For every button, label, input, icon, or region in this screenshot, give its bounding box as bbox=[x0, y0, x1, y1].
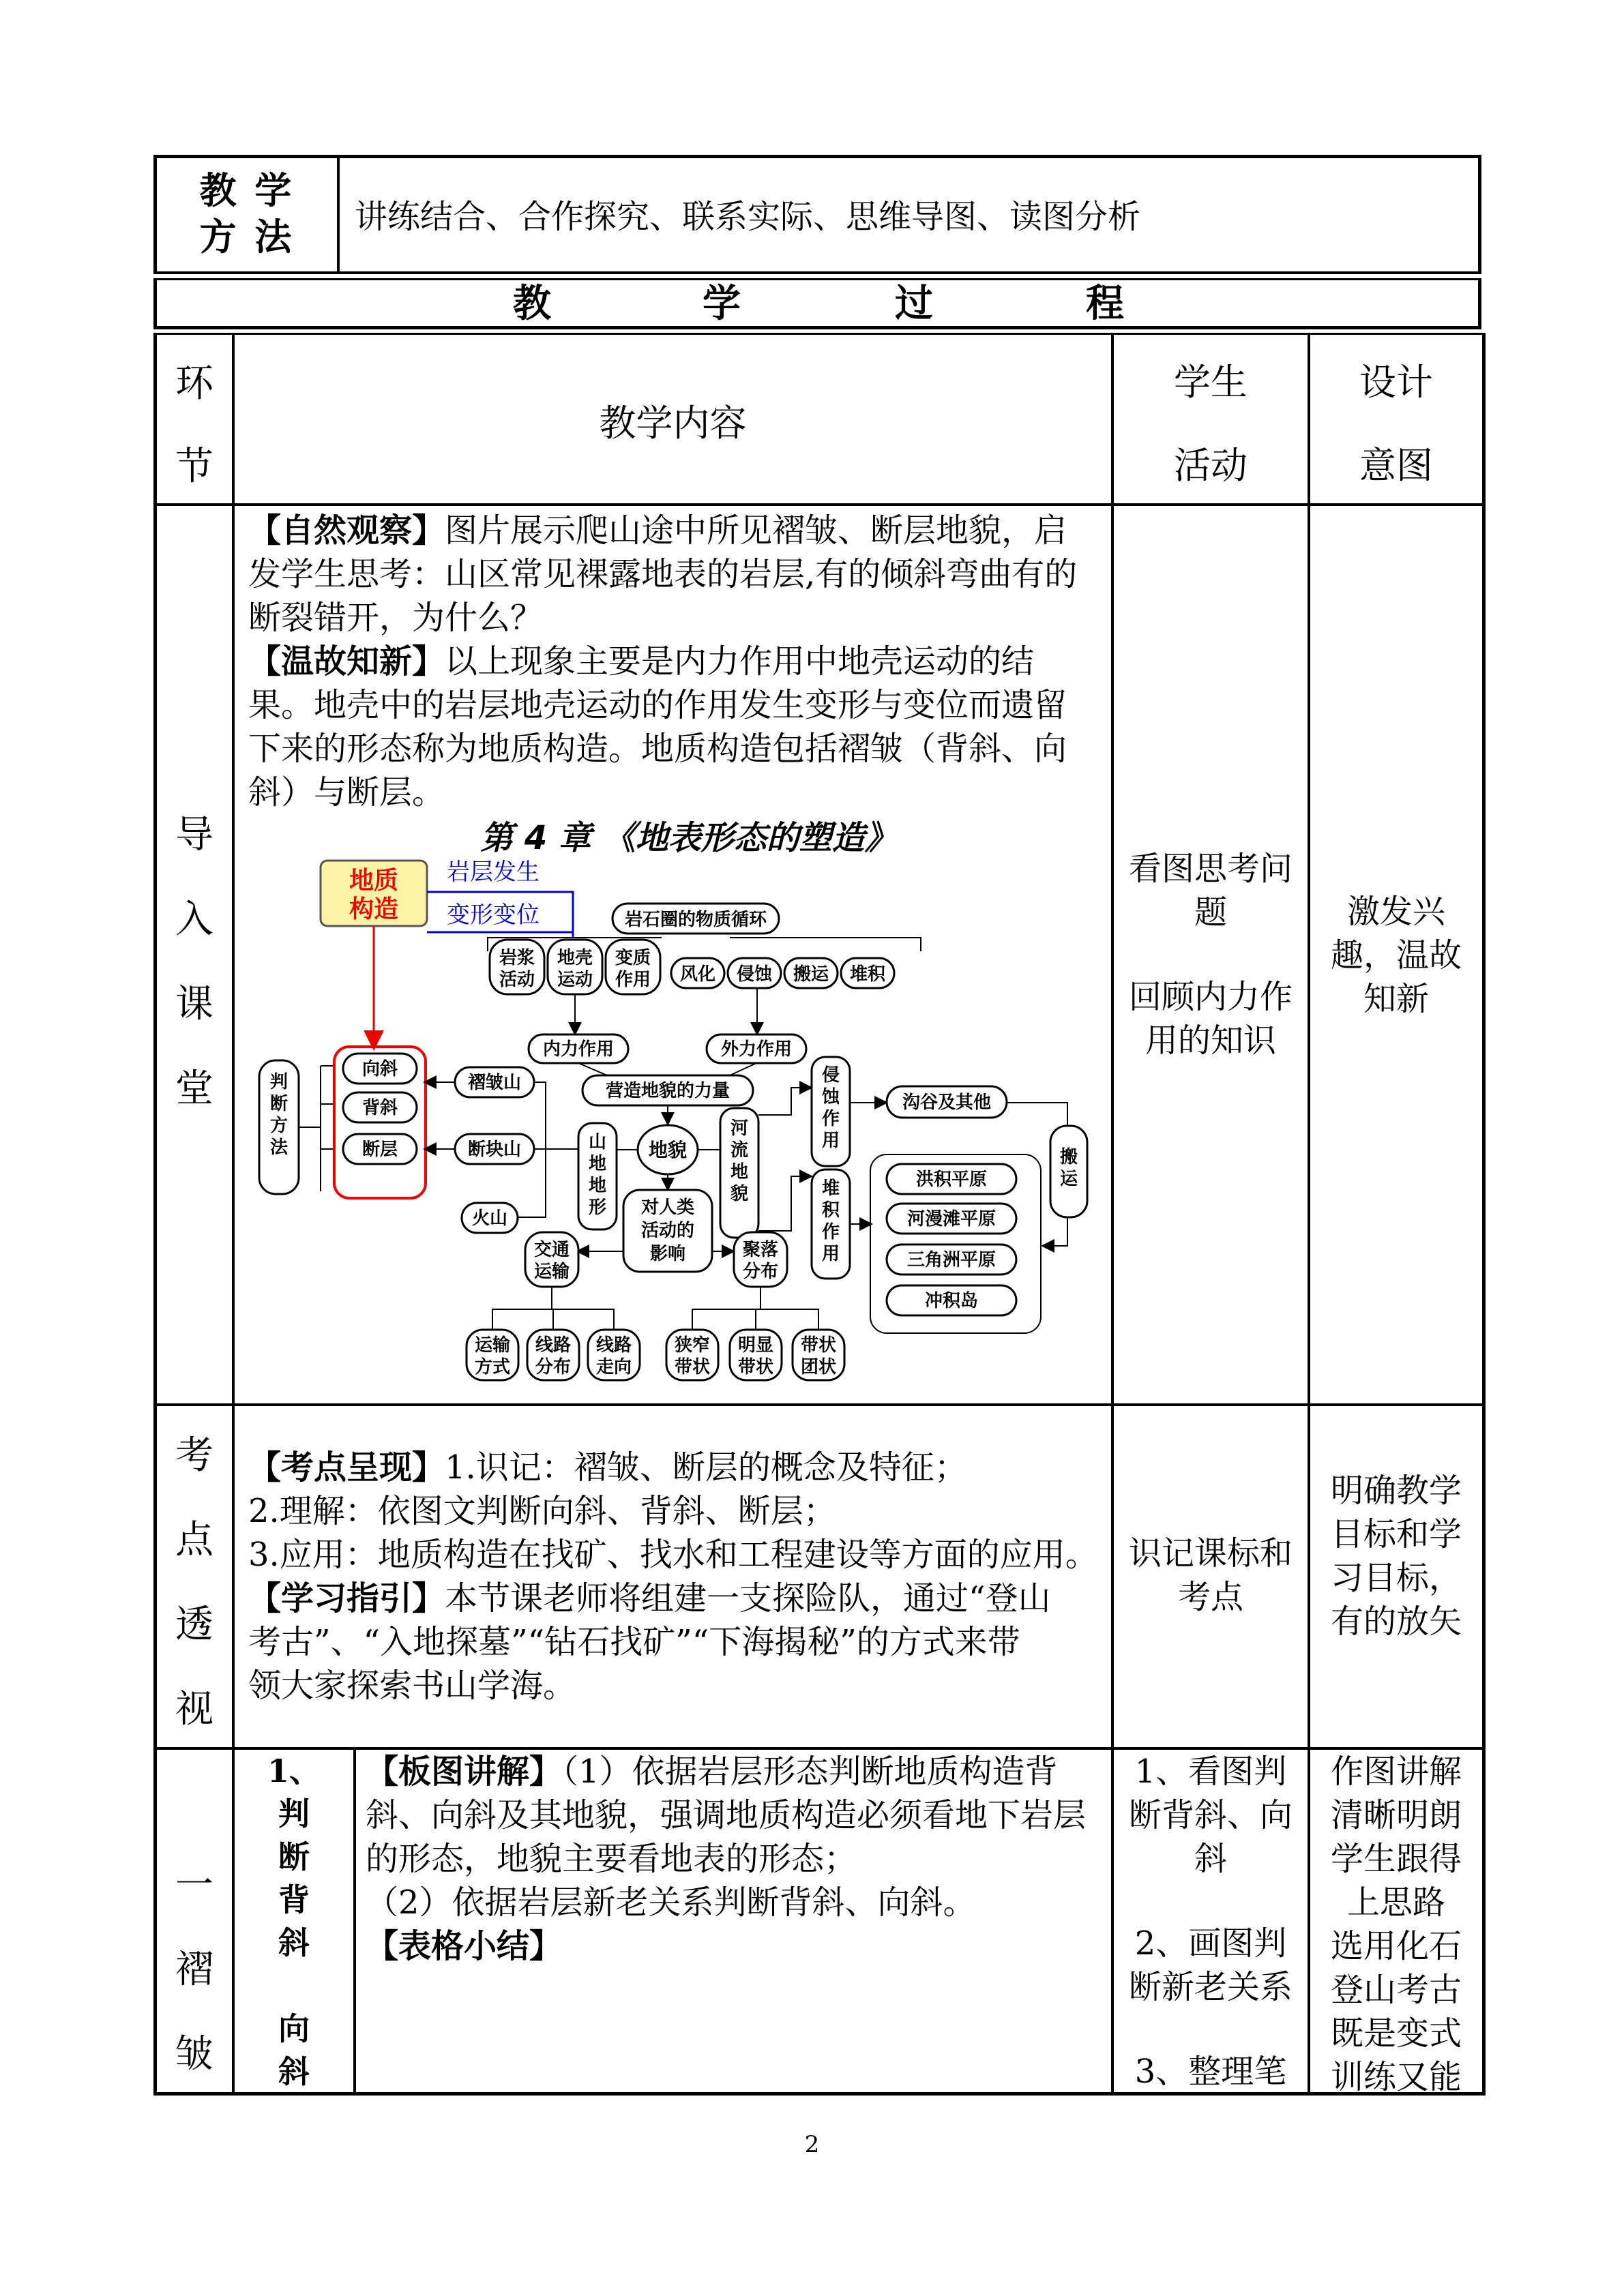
intro-p1-text-2: 发学生思考：山区常见裸露地表的岩层,有的倾斜弯曲有的 bbox=[248, 555, 1078, 593]
geo-structure-line1: 地质 bbox=[349, 867, 399, 895]
volcano-label: 火山 bbox=[471, 1208, 508, 1229]
fold-intent-7: 既是变式 bbox=[1330, 2014, 1462, 2053]
col-student-2: 活动 bbox=[1174, 444, 1247, 487]
intro-p2-text-4: 斜）与断层。 bbox=[248, 773, 445, 811]
crust-line2: 运动 bbox=[557, 970, 593, 990]
exam-student-1: 识记课标和 bbox=[1128, 1534, 1293, 1572]
intro-student-4: 用的知识 bbox=[1145, 1022, 1276, 1060]
exam-intent-1: 明确教学 bbox=[1330, 1472, 1462, 1510]
rock-cycle-label: 岩石圈的物质循环 bbox=[624, 910, 767, 930]
col-student-1: 学生 bbox=[1174, 361, 1247, 404]
intro-section-char-1: 导 bbox=[175, 813, 213, 857]
fold-p1-tag: 【板图讲解】 bbox=[366, 1753, 563, 1791]
alluvial-island-label: 冲积岛 bbox=[924, 1291, 979, 1311]
traffic-line1: 交通 bbox=[533, 1240, 570, 1260]
fold-student-3: 斜 bbox=[1194, 1840, 1227, 1878]
exam-section-char-3: 透 bbox=[175, 1602, 213, 1647]
method-label-line1: 教 学 bbox=[199, 168, 295, 212]
fold-section-char-3: 皱 bbox=[175, 2032, 213, 2076]
fold-intent-5: 选用化石 bbox=[1330, 1927, 1462, 1965]
intro-content bbox=[248, 509, 1108, 814]
magma-line2: 活动 bbox=[499, 970, 535, 990]
fold-subsection bbox=[235, 1750, 353, 2093]
mountain-landform-label: 山地地形 bbox=[588, 1132, 607, 1218]
magma-line1: 岩浆 bbox=[499, 948, 535, 968]
human-impact-line2: 活动的 bbox=[640, 1221, 695, 1241]
fold-sub-7: 向 bbox=[278, 2010, 310, 2047]
fold-student-1: 1、看图判 bbox=[1134, 1753, 1287, 1791]
leaf1-line1: 运输 bbox=[474, 1335, 511, 1356]
intro-p2-tag: 【温故知新】 bbox=[248, 642, 445, 681]
leaf3-line1: 线路 bbox=[595, 1335, 632, 1356]
metamorphism-line1: 变质 bbox=[615, 948, 651, 968]
exam-intent-2: 目标和学 bbox=[1330, 1515, 1462, 1553]
fold-sub-3: 断 bbox=[278, 1838, 310, 1875]
intro-intent-2: 趣，温故 bbox=[1330, 936, 1462, 974]
intro-student-3: 回顾内力作 bbox=[1128, 978, 1293, 1016]
fold-sub-5: 斜 bbox=[278, 1924, 310, 1961]
judge-method-label: 判断方法 bbox=[269, 1072, 289, 1158]
mindmap-diagram bbox=[252, 815, 1112, 1384]
fold-intent-8: 训练又能 bbox=[1330, 2058, 1462, 2096]
leaf6-line2: 团状 bbox=[800, 1357, 837, 1377]
fold-intent-1: 作图讲解 bbox=[1330, 1753, 1462, 1791]
human-impact-line1: 对人类 bbox=[640, 1197, 695, 1218]
floodplain-label: 河漫滩平原 bbox=[906, 1209, 996, 1229]
shaping-force-label: 营造地貌的力量 bbox=[605, 1081, 730, 1101]
fold-p1-text-3: 的形态，地貌主要看地表的形态； bbox=[366, 1840, 857, 1878]
traffic-line2: 运输 bbox=[533, 1262, 570, 1282]
fold-section-char-2: 褶 bbox=[175, 1948, 213, 1992]
fold-intent-4: 上思路 bbox=[1346, 1883, 1445, 1922]
intro-intent-3: 知新 bbox=[1363, 980, 1429, 1018]
fold-student-4: 2、画图判 bbox=[1134, 1924, 1287, 1963]
fold-p1-text-2: 斜、向斜及其地貌，强调地质构造必须看地下岩层 bbox=[366, 1796, 1087, 1834]
leaf6-line1: 带状 bbox=[800, 1335, 837, 1356]
exam-content bbox=[248, 1446, 1108, 1708]
exam-p1-tag: 【考点呈现】 bbox=[248, 1448, 445, 1487]
fold-p1-text-1: （1）依据岩层形态判断地质构造背 bbox=[562, 1753, 1058, 1791]
syncline-label: 向斜 bbox=[361, 1059, 398, 1079]
metamorphism-line2: 作用 bbox=[615, 970, 651, 990]
alluvial-plain-label: 洪积平原 bbox=[915, 1169, 988, 1190]
landform-label: 地貌 bbox=[648, 1139, 688, 1161]
exam-intent-3: 习目标， bbox=[1330, 1559, 1462, 1597]
page-number: 2 bbox=[804, 2131, 820, 2158]
col-section-1: 环 bbox=[175, 361, 213, 406]
transport-v-label: 搬运 bbox=[1059, 1147, 1078, 1189]
leaf1-line2: 方式 bbox=[474, 1357, 511, 1377]
fold-student-5: 断新老关系 bbox=[1128, 1968, 1293, 2006]
exam-p2: 2.理解：依图文判断向斜、背斜、断层； bbox=[248, 1492, 836, 1530]
internal-force-label: 内力作用 bbox=[542, 1039, 615, 1060]
exam-p4-text-1: 本节课老师将组建一支探险队，通过“登山 bbox=[445, 1579, 1051, 1617]
fault-label: 断层 bbox=[361, 1139, 398, 1160]
settlement-line2: 分布 bbox=[742, 1262, 779, 1282]
fold-p2: （2）依据岩层新老关系判断背斜、向斜。 bbox=[366, 1883, 976, 1922]
col-intent-2: 意图 bbox=[1359, 444, 1433, 487]
intro-section-char-3: 课 bbox=[175, 982, 213, 1026]
fold-section-char-1: 一 bbox=[175, 1863, 213, 1907]
fold-sub-8: 斜 bbox=[278, 2053, 310, 2090]
exam-p1-text: 1.识记：褶皱、断层的概念及特征； bbox=[445, 1448, 967, 1487]
exam-section-char-1: 考 bbox=[175, 1433, 213, 1478]
exam-intent-4: 有的放矢 bbox=[1330, 1602, 1462, 1641]
anno-line2: 变形变位 bbox=[447, 901, 540, 929]
delta-plain-label: 三角洲平原 bbox=[906, 1250, 996, 1270]
intro-p1-text-3: 断裂错开，为什么？ bbox=[248, 599, 544, 637]
leaf5-line1: 明显 bbox=[737, 1335, 774, 1356]
exam-p4-tag: 【学习指引】 bbox=[248, 1579, 445, 1617]
col-section-2: 节 bbox=[175, 445, 213, 489]
exam-section-char-2: 点 bbox=[175, 1518, 213, 1562]
intro-intent-1: 激发兴 bbox=[1346, 893, 1445, 931]
external-force-label: 外力作用 bbox=[720, 1039, 793, 1060]
weathering-label: 风化 bbox=[679, 964, 716, 985]
method-label-line2: 方 法 bbox=[199, 215, 295, 258]
deposit-action-label: 堆积作用 bbox=[821, 1178, 840, 1264]
process-header-char-1: 教 bbox=[513, 281, 551, 326]
process-header-char-2: 学 bbox=[703, 281, 741, 326]
deposit-label: 堆积 bbox=[849, 964, 886, 985]
settlement-line1: 聚落 bbox=[742, 1240, 779, 1260]
exam-p3: 3.应用：地质构造在找矿、找水和工程建设等方面的应用。 bbox=[248, 1536, 1098, 1574]
erosion-label: 侵蚀 bbox=[736, 964, 773, 985]
intro-section-char-4: 堂 bbox=[175, 1067, 213, 1111]
exam-intent bbox=[1310, 1469, 1482, 1643]
process-header-char-3: 过 bbox=[895, 281, 933, 326]
anno-line1: 岩层发生 bbox=[447, 859, 540, 886]
leaf5-line2: 带状 bbox=[737, 1357, 774, 1377]
fold-intent bbox=[1310, 1750, 1482, 2099]
valley-label: 沟谷及其他 bbox=[902, 1092, 992, 1113]
crust-line1: 地壳 bbox=[557, 948, 593, 968]
col-content: 教学内容 bbox=[599, 402, 747, 445]
intro-p2-text-2: 果。地壳中的岩层地壳运动的作用发生变形与变位而遗留 bbox=[248, 686, 1067, 724]
intro-student bbox=[1114, 847, 1308, 1062]
human-impact-line3: 影响 bbox=[649, 1244, 686, 1264]
transport-label: 搬运 bbox=[793, 964, 829, 985]
exam-p4-text-3: 领大家探索书山学海。 bbox=[248, 1667, 576, 1705]
exam-student-2: 考点 bbox=[1177, 1578, 1243, 1616]
fold-student-2: 断背斜、向 bbox=[1128, 1796, 1293, 1834]
fold-content bbox=[366, 1750, 1109, 1968]
fold-intent-6: 登山考古 bbox=[1330, 1971, 1462, 2009]
anticline-label: 背斜 bbox=[361, 1098, 398, 1118]
leaf2-line1: 线路 bbox=[535, 1335, 572, 1356]
intro-intent bbox=[1310, 890, 1482, 1021]
intro-p2-text-1: 以上现象主要是内力作用中地壳运动的结 bbox=[445, 642, 1035, 681]
intro-p1-text-1: 图片展示爬山途中所见褶皱、断层地貌，启 bbox=[445, 511, 1067, 550]
intro-p2-text-3: 下来的形态称为地质构造。地质构造包括褶皱（背斜、向 bbox=[248, 730, 1067, 768]
fold-mountain-label: 褶皱山 bbox=[467, 1073, 522, 1093]
fault-block-label: 断块山 bbox=[467, 1139, 522, 1160]
method-content: 讲练结合、合作探究、联系实际、思维导图、读图分析 bbox=[355, 198, 1141, 236]
fold-sub-4: 背 bbox=[278, 1881, 310, 1918]
intro-section-char-2: 入 bbox=[175, 897, 213, 942]
method-label bbox=[157, 167, 337, 260]
erosion-action-label: 侵蚀作用 bbox=[821, 1065, 840, 1151]
fold-student bbox=[1114, 1750, 1308, 2093]
exam-p4-text-2: 考古”、“入地探墓”“钻石找矿”“下海揭秘”的方式来带 bbox=[248, 1623, 1020, 1661]
leaf4-line1: 狭窄 bbox=[674, 1335, 711, 1356]
intro-p1-tag: 【自然观察】 bbox=[248, 511, 445, 550]
leaf2-line2: 分布 bbox=[535, 1357, 572, 1377]
river-landform-label: 河流地貌 bbox=[730, 1118, 749, 1204]
exam-student bbox=[1114, 1532, 1308, 1619]
fold-student-6: 3、整理笔 bbox=[1134, 2053, 1287, 2091]
fold-intent-2: 清晰明朗 bbox=[1330, 1796, 1462, 1834]
fold-sub-1: 1、 bbox=[267, 1753, 321, 1789]
mindmap-title: 第 4 章 《地表形态的塑造》 bbox=[480, 819, 898, 857]
fold-intent-3: 学生跟得 bbox=[1330, 1840, 1462, 1878]
intro-student-1: 看图思考问 bbox=[1128, 850, 1293, 888]
geo-structure-line2: 构造 bbox=[349, 895, 399, 923]
exam-section-char-4: 视 bbox=[175, 1687, 213, 1731]
leaf3-line2: 走向 bbox=[595, 1357, 632, 1377]
fold-sub-2: 判 bbox=[278, 1795, 310, 1832]
process-header-char-4: 程 bbox=[1086, 281, 1124, 326]
leaf4-line2: 带状 bbox=[674, 1357, 711, 1377]
intro-student-2: 题 bbox=[1194, 893, 1227, 931]
fold-p3-tag: 【表格小结】 bbox=[366, 1927, 563, 1965]
col-intent-1: 设计 bbox=[1359, 361, 1433, 404]
